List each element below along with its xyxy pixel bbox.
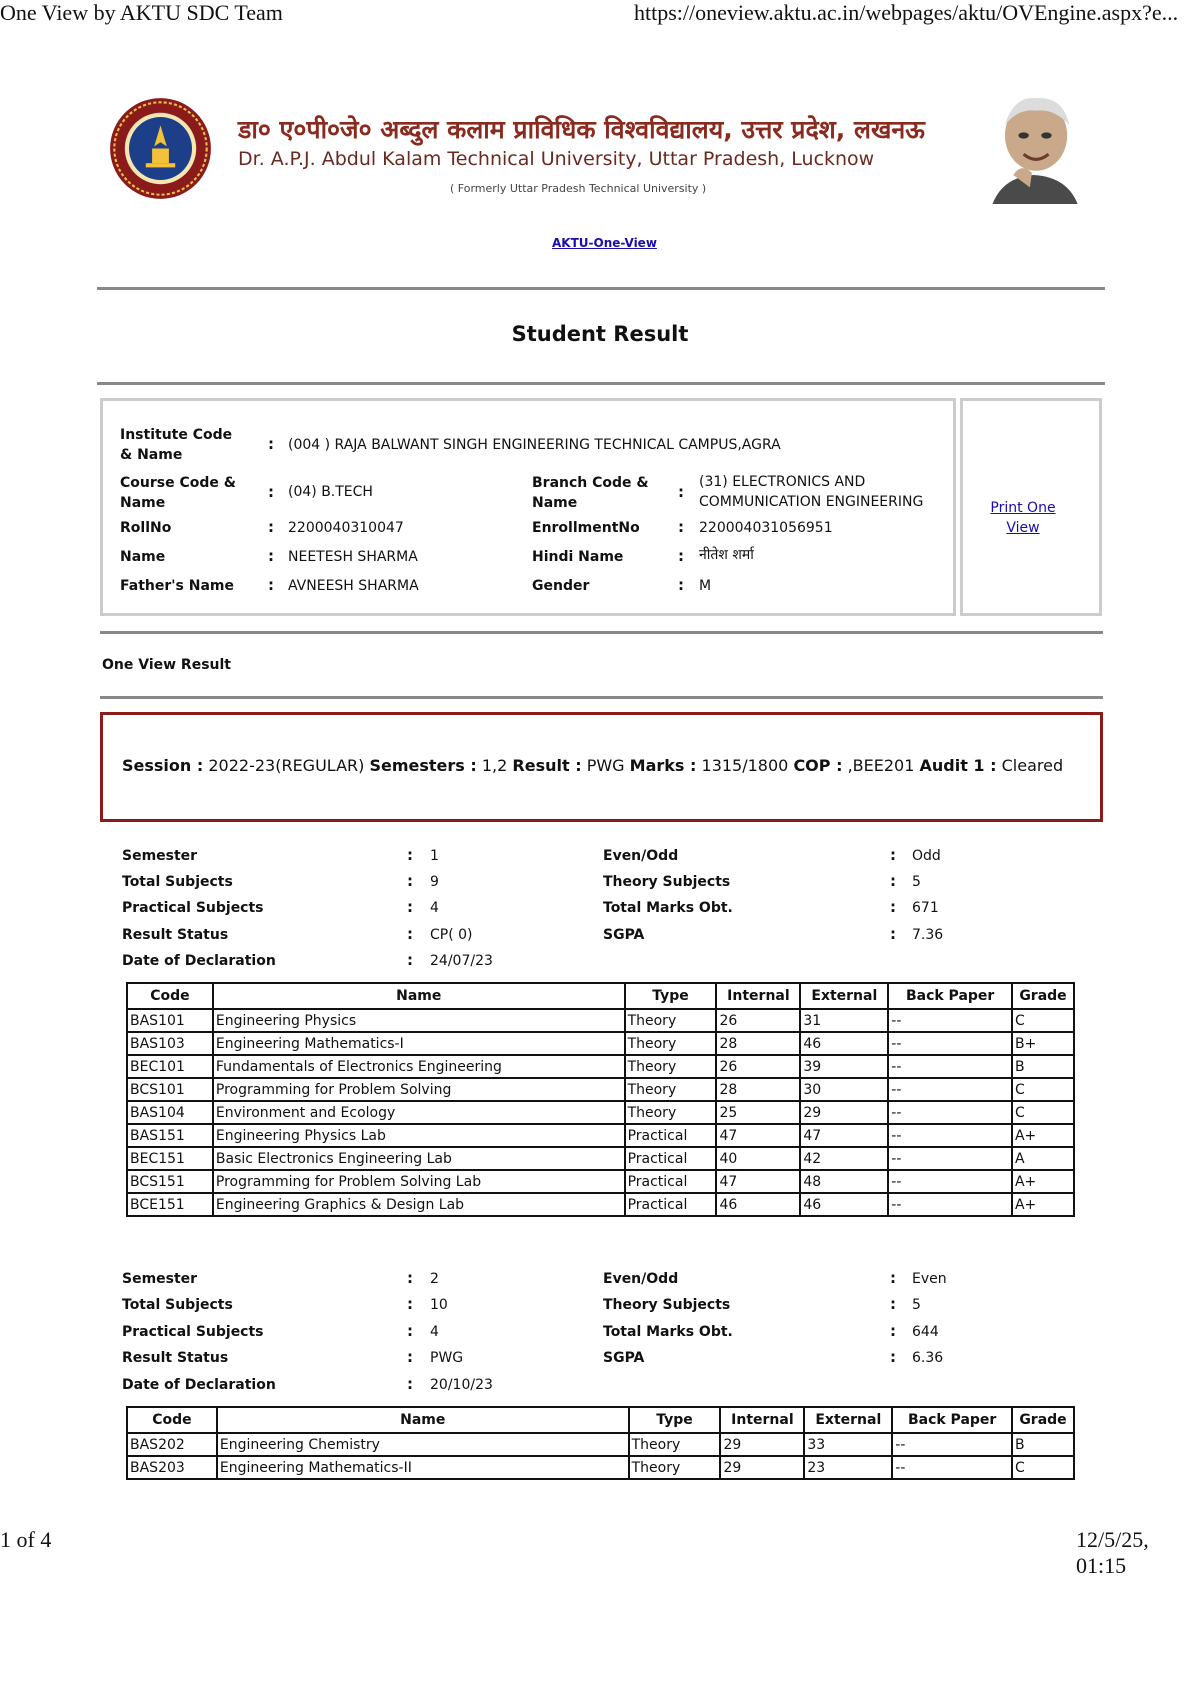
header-external: External (804, 1407, 892, 1433)
cell-internal: 26 (716, 1009, 800, 1032)
cell-type: Theory (629, 1433, 721, 1456)
cell-type: Theory (625, 1055, 717, 1078)
table-row (127, 1101, 1074, 1124)
cell-code: BEC151 (127, 1147, 213, 1170)
cell-name: Environment and Ecology (213, 1101, 625, 1124)
cell-name: Engineering Physics Lab (213, 1124, 625, 1147)
sgpa-value: 7.36 (912, 927, 944, 943)
practical-subjects-label: Practical Subjects (122, 1324, 264, 1340)
institute-value: (004 ) RAJA BALWANT SINGH ENGINEERING TECHNICAL CAMPUS,AGRA (288, 437, 781, 453)
cell-back-paper: -- (888, 1124, 1012, 1147)
theory-subjects-label: Theory Subjects (603, 874, 731, 890)
cell-grade: B (1012, 1055, 1074, 1078)
total-marks-value: 671 (912, 900, 939, 916)
cell-code: BAS202 (127, 1433, 217, 1456)
cell-internal: 29 (720, 1433, 804, 1456)
result-label: Result : (512, 756, 582, 775)
institute-label: Institute Code & Name (120, 427, 233, 463)
table-row (127, 1147, 1074, 1170)
cell-internal: 28 (716, 1032, 800, 1055)
enrollment-label: EnrollmentNo (532, 520, 640, 536)
cell-grade: A (1012, 1147, 1074, 1170)
cell-back-paper: -- (888, 1009, 1012, 1032)
cell-type: Practical (625, 1124, 717, 1147)
print-one-view-link[interactable]: Print One View (990, 500, 1056, 536)
declaration-date-label: Date of Declaration (122, 1377, 276, 1393)
cell-code: BCS151 (127, 1170, 213, 1193)
declaration-date-value: 24/07/23 (430, 953, 493, 969)
hindi-name-label: Hindi Name (532, 549, 624, 565)
colon: : (890, 898, 896, 916)
cell-internal: 26 (716, 1055, 800, 1078)
total-marks-label: Total Marks Obt. (603, 900, 733, 916)
semester-label: Semester (122, 848, 198, 864)
result-status-value: PWG (430, 1350, 464, 1366)
cell-grade: C (1012, 1456, 1074, 1479)
header-back-paper: Back Paper (892, 1407, 1012, 1433)
print-footer-page: 1 of 4 (0, 1527, 52, 1552)
colon: : (407, 898, 413, 916)
cell-code: BAS101 (127, 1009, 213, 1032)
header-grade: Grade (1012, 1407, 1074, 1433)
course-value: (04) B.TECH (288, 484, 373, 500)
portrait-image (982, 94, 1086, 204)
cell-grade: A+ (1012, 1124, 1074, 1147)
gender-value: M (699, 578, 712, 594)
practical-subjects-label: Practical Subjects (122, 900, 264, 916)
cell-external: 23 (804, 1456, 892, 1479)
father-value: AVNEESH SHARMA (288, 578, 419, 594)
cell-external: 29 (800, 1101, 888, 1124)
total-marks-value: 644 (912, 1324, 939, 1340)
colon: : (407, 1295, 413, 1313)
colon: : (407, 846, 413, 864)
even-odd-value: Odd (912, 848, 941, 864)
result-status-label: Result Status (122, 927, 229, 943)
cell-back-paper: -- (892, 1456, 1012, 1479)
header-internal: Internal (720, 1407, 804, 1433)
header-grade: Grade (1012, 983, 1074, 1009)
cell-back-paper: -- (888, 1101, 1012, 1124)
colon: : (268, 547, 274, 565)
colon: : (268, 518, 274, 536)
colon: : (407, 1348, 413, 1366)
cell-grade: B+ (1012, 1032, 1074, 1055)
university-logo (108, 96, 213, 201)
marks-value: 1315/1800 (701, 756, 789, 775)
branch-value: (31) ELECTRONICS AND COMMUNICATION ENGINEERING (699, 474, 924, 510)
colon: : (890, 872, 896, 890)
theory-subjects-label: Theory Subjects (603, 1297, 731, 1313)
cell-type: Theory (625, 1009, 717, 1032)
cell-internal: 46 (716, 1193, 800, 1216)
hindi-name-value: नीतेश शर्मा (699, 547, 754, 563)
cell-code: BAS203 (127, 1456, 217, 1479)
sgpa-label: SGPA (603, 927, 645, 943)
aktu-one-view-link[interactable]: AKTU-One-View (552, 236, 657, 250)
result-status-value: CP( 0) (430, 927, 473, 943)
cell-external: 33 (804, 1433, 892, 1456)
cell-code: BAS151 (127, 1124, 213, 1147)
cell-back-paper: -- (888, 1078, 1012, 1101)
colon: : (407, 925, 413, 943)
cell-name: Fundamentals of Electronics Engineering (213, 1055, 625, 1078)
colon: : (890, 1322, 896, 1340)
colon: : (890, 1269, 896, 1287)
cell-back-paper: -- (888, 1147, 1012, 1170)
colon: : (268, 483, 274, 501)
cell-internal: 25 (716, 1101, 800, 1124)
name-label: Name (120, 549, 166, 565)
colon: : (678, 547, 684, 565)
enrollment-value: 220004031056951 (699, 520, 833, 536)
table-row (127, 1193, 1074, 1216)
cell-external: 48 (800, 1170, 888, 1193)
cell-external: 31 (800, 1009, 888, 1032)
table-row (127, 1456, 1074, 1479)
course-label: Course Code & Name (120, 475, 236, 511)
divider (100, 696, 1103, 699)
colon: : (407, 1322, 413, 1340)
university-name-english: Dr. A.P.J. Abdul Kalam Technical University, Uttar Pradesh, Lucknow (238, 148, 875, 170)
sgpa-label: SGPA (603, 1350, 645, 1366)
divider (97, 382, 1105, 385)
total-subjects-value: 10 (430, 1297, 448, 1313)
cell-internal: 47 (716, 1124, 800, 1147)
colon: : (890, 1295, 896, 1313)
roll-value: 2200040310047 (288, 520, 404, 536)
semesters-value: 1,2 (481, 756, 508, 775)
table-row (127, 1170, 1074, 1193)
cell-code: BCE151 (127, 1193, 213, 1216)
cell-name: Engineering Physics (213, 1009, 625, 1032)
colon: : (407, 1269, 413, 1287)
cop-label: COP : (793, 756, 843, 775)
colon: : (268, 435, 274, 453)
table-row (127, 1124, 1074, 1147)
gender-label: Gender (532, 578, 590, 594)
header-internal: Internal (716, 983, 800, 1009)
cell-type: Theory (629, 1456, 721, 1479)
cell-external: 46 (800, 1032, 888, 1055)
result-status-label: Result Status (122, 1350, 229, 1366)
cell-name: Programming for Problem Solving Lab (213, 1170, 625, 1193)
colon: : (678, 576, 684, 594)
table-row (127, 1032, 1074, 1055)
cell-back-paper: -- (888, 1032, 1012, 1055)
colon: : (890, 1348, 896, 1366)
cell-external: 46 (800, 1193, 888, 1216)
colon: : (407, 872, 413, 890)
cell-internal: 40 (716, 1147, 800, 1170)
semesters-label: Semesters : (369, 756, 477, 775)
header-back-paper: Back Paper (888, 983, 1012, 1009)
cell-external: 39 (800, 1055, 888, 1078)
colon: : (678, 518, 684, 536)
semester-value: 2 (430, 1271, 439, 1287)
cell-code: BAS103 (127, 1032, 213, 1055)
table-row (127, 1078, 1074, 1101)
print-footer-datetime: 12/5/25, 01:15 (1076, 1527, 1149, 1578)
colon: : (407, 1375, 413, 1393)
header-type: Type (629, 1407, 721, 1433)
table-row (127, 1009, 1074, 1032)
cell-type: Practical (625, 1193, 717, 1216)
semester-1-marks-table (126, 982, 1075, 1217)
session-label: Session : (122, 756, 204, 775)
even-odd-value: Even (912, 1271, 947, 1287)
cell-internal: 47 (716, 1170, 800, 1193)
name-value: NEETESH SHARMA (288, 549, 418, 565)
declaration-date-label: Date of Declaration (122, 953, 276, 969)
marks-label: Marks : (629, 756, 697, 775)
cell-type: Practical (625, 1170, 717, 1193)
total-subjects-label: Total Subjects (122, 874, 233, 890)
semester-value: 1 (430, 848, 439, 864)
audit-value: Cleared (1001, 756, 1064, 775)
cell-code: BEC101 (127, 1055, 213, 1078)
audit-label: Audit 1 : (919, 756, 997, 775)
practical-subjects-value: 4 (430, 1324, 439, 1340)
colon: : (678, 483, 684, 501)
print-header-url: https://oneview.aktu.ac.in/webpages/aktu/OVEngine.aspx?e... (634, 0, 1179, 25)
father-label: Father's Name (120, 578, 234, 594)
branch-label: Branch Code & Name (532, 475, 649, 511)
cell-grade: B (1012, 1433, 1074, 1456)
cop-value: ,BEE201 (847, 756, 915, 775)
total-subjects-value: 9 (430, 874, 439, 890)
cell-code: BCS101 (127, 1078, 213, 1101)
theory-subjects-value: 5 (912, 1297, 921, 1313)
university-name-hindi: डा० ए०पी०जे० अब्दुल कलाम प्राविधिक विश्वविद्यालय, उत्तर प्रदेश, लखनऊ (238, 115, 925, 144)
cell-grade: A+ (1012, 1193, 1074, 1216)
cell-grade: A+ (1012, 1170, 1074, 1193)
print-header-title: One View by AKTU SDC Team (0, 0, 283, 25)
cell-back-paper: -- (888, 1055, 1012, 1078)
cell-internal: 29 (720, 1456, 804, 1479)
roll-label: RollNo (120, 520, 172, 536)
cell-name: Engineering Mathematics-I (213, 1032, 625, 1055)
table-header-row (127, 983, 1074, 1009)
semester-2-marks-table (126, 1406, 1075, 1480)
cell-type: Theory (625, 1078, 717, 1101)
cell-name: Basic Electronics Engineering Lab (213, 1147, 625, 1170)
header-name: Name (217, 1407, 629, 1433)
cell-name: Programming for Problem Solving (213, 1078, 625, 1101)
cell-name: Engineering Graphics & Design Lab (213, 1193, 625, 1216)
cell-back-paper: -- (888, 1170, 1012, 1193)
header-code: Code (127, 1407, 217, 1433)
cell-grade: C (1012, 1101, 1074, 1124)
colon: : (890, 846, 896, 864)
theory-subjects-value: 5 (912, 874, 921, 890)
declaration-date-value: 20/10/23 (430, 1377, 493, 1393)
table-header-row (127, 1407, 1074, 1433)
cell-grade: C (1012, 1009, 1074, 1032)
cell-name: Engineering Chemistry (217, 1433, 629, 1456)
cell-external: 47 (800, 1124, 888, 1147)
session-summary (122, 756, 1063, 775)
colon: : (268, 576, 274, 594)
even-odd-label: Even/Odd (603, 848, 679, 864)
page-title: Student Result (511, 322, 689, 346)
practical-subjects-value: 4 (430, 900, 439, 916)
cell-external: 42 (800, 1147, 888, 1170)
result-value: PWG (586, 756, 625, 775)
one-view-result-heading: One View Result (102, 657, 231, 673)
semester-label: Semester (122, 1271, 198, 1287)
table-row (127, 1433, 1074, 1456)
colon: : (890, 925, 896, 943)
total-subjects-label: Total Subjects (122, 1297, 233, 1313)
sgpa-value: 6.36 (912, 1350, 944, 1366)
divider (100, 631, 1103, 634)
cell-code: BAS104 (127, 1101, 213, 1124)
cell-external: 30 (800, 1078, 888, 1101)
header-code: Code (127, 983, 213, 1009)
total-marks-label: Total Marks Obt. (603, 1324, 733, 1340)
cell-internal: 28 (716, 1078, 800, 1101)
header-type: Type (625, 983, 717, 1009)
university-formerly: ( Formerly Uttar Pradesh Technical University ) (450, 182, 707, 195)
cell-type: Theory (625, 1032, 717, 1055)
cell-type: Theory (625, 1101, 717, 1124)
header-name: Name (213, 983, 625, 1009)
even-odd-label: Even/Odd (603, 1271, 679, 1287)
cell-back-paper: -- (892, 1433, 1012, 1456)
session-value: 2022-23(REGULAR) (208, 756, 365, 775)
divider (97, 287, 1105, 290)
colon: : (407, 951, 413, 969)
cell-back-paper: -- (888, 1193, 1012, 1216)
cell-name: Engineering Mathematics-II (217, 1456, 629, 1479)
header-external: External (800, 983, 888, 1009)
cell-grade: C (1012, 1078, 1074, 1101)
cell-type: Practical (625, 1147, 717, 1170)
table-row (127, 1055, 1074, 1078)
